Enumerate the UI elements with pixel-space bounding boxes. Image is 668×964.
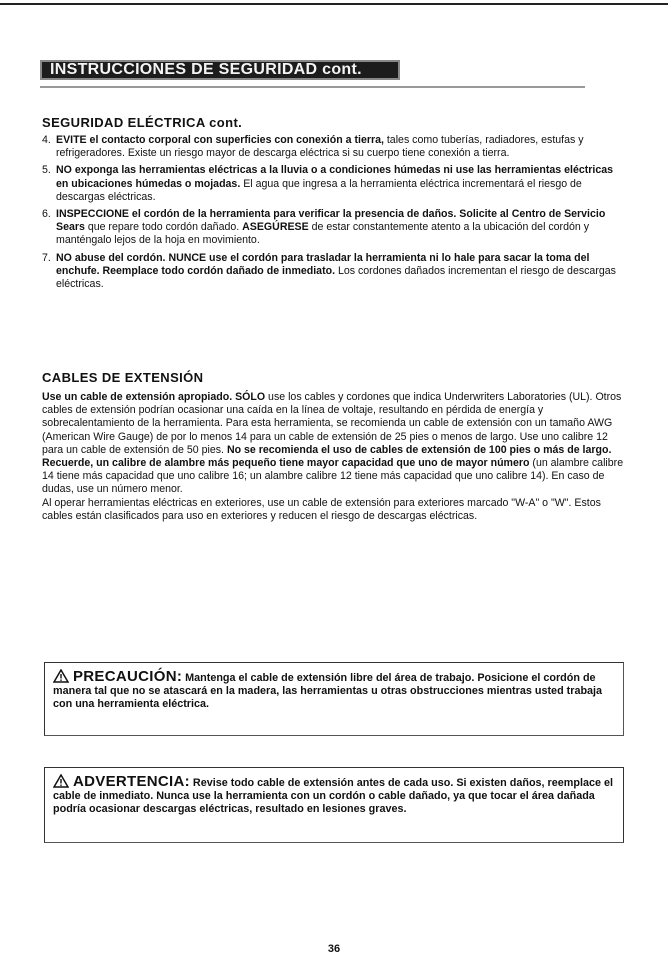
- list-item: [42, 208, 622, 248]
- electrical-safety-heading: SEGURIDAD ELÉCTRICA cont.: [42, 115, 243, 130]
- warning-text: Revise todo cable de extensión antes de cada uso. Si existen daños, reemplace el cable de inmediato. Nunca use la herramienta con un cordón o cable dañado, ya que tocar el área dañada podría ocasionar descargas eléctricas, resultado en lesiones graves.: [53, 777, 613, 815]
- item-bold-text: EVITE el contacto corporal con superficies con conexión a tierra,: [56, 134, 384, 146]
- header-underline-rule: [40, 86, 585, 88]
- section-header-bar: [40, 60, 400, 80]
- extension-text-3: Al operar herramientas eléctricas en exteriores, use un cable de extensión para exteriores marcado "W-A" o "W". Estos cables están clasificados para uso en exteriores y reducen el riesgo de descargas eléctricas.: [42, 496, 601, 522]
- extension-cords-heading: CABLES DE EXTENSIÓN: [42, 370, 204, 385]
- top-border-rule: [0, 3, 668, 5]
- item-number: 6.: [42, 208, 51, 221]
- section-header-title: INSTRUCCIONES DE SEGURIDAD cont.: [50, 61, 362, 78]
- item-plain-text: El agua que ingresa a la herramienta eléctrica incrementará el riesgo de descargas eléctricas.: [56, 177, 582, 203]
- extension-bold-1: Use un cable de extensión apropiado. SÓLO: [42, 391, 266, 403]
- item-text: [56, 164, 622, 204]
- list-item: [42, 164, 622, 204]
- list-item: [42, 134, 622, 160]
- item-text: [56, 134, 622, 160]
- page-number: 36: [327, 943, 341, 955]
- item-plain-text: Los cordones dañados incrementan el riesgo de descargas eléctricas.: [56, 264, 616, 291]
- caution-text: Mantenga el cable de extensión libre del área de trabajo. Posicione el cordón de manera tal que no se atascará en la madera, las herramientas u otras obstrucciones mientras usted trabaja con una herramienta eléctrica.: [53, 672, 603, 710]
- extension-text-2: (un alambre calibre 14 tiene más capacidad que uno calibre 16; un alambre calibre 12 tiene más capacidad que uno calibre 14). En caso de dudas, use un número menor.: [42, 457, 624, 496]
- caution-box: [44, 662, 624, 736]
- extension-bold-2: No se recomienda el uso de cables de extensión de 100 pies o más de largo. Recuerde, un calibre de alambre más pequeño tiene mayor capacidad que uno de mayor número: [42, 443, 612, 470]
- extension-cords-paragraph: [42, 391, 624, 523]
- item-number: 7.: [42, 251, 51, 264]
- item-plain-text: tales como tuberías, radiadores, estufas y refrigeradores. Existe un riesgo mayor de descarga eléctrica si su cuerpo tiene conexión a tierra.: [56, 134, 584, 160]
- warning-title: ADVERTENCIA:: [73, 773, 190, 790]
- warning-triangle-icon: [53, 669, 69, 683]
- item-bold-text: NO exponga las herramientas eléctricas a la lluvia o a condiciones húmedas ni use las herramientas eléctricas en ubicaciones húmedas o mojadas.: [56, 164, 614, 190]
- warning-box: [44, 767, 624, 843]
- caution-title: PRECAUCIÓN:: [73, 668, 183, 685]
- item-number: 4.: [42, 134, 51, 146]
- item-bold-text-2: NUNCE use el cordón para trasladar la herramienta ni lo hale para sacar la toma del enchufe. Reemplace todo cordón dañado de inmediato.: [56, 251, 590, 277]
- item-plain-text-2: de estar constantemente atento a la ubicación del cordón y manténgalo lejos de la hoja en movimiento.: [56, 221, 589, 247]
- item-number: 5.: [42, 164, 51, 177]
- extension-text-1: use los cables y cordones que indica Underwriters Laboratories (UL). Otros cables de extensión podrían ocasionar una caída en la línea de voltaje, resultando en pérdida de energía y sobrecalentamiento de la herramienta. Para esta herramienta, se recomienda un cable de extensión con un tamaño AWG (American Wire Gauge) de por lo menos 14 para un cable de extensión de 25 pies o menos de largo. Use uno calibre 12 para un cable de extensión de 50 pies.: [42, 391, 622, 456]
- electrical-safety-list: [42, 134, 622, 295]
- item-plain-text: que repare todo cordón dañado.: [84, 221, 243, 234]
- list-item: [42, 252, 622, 292]
- item-text: [56, 252, 622, 292]
- item-bold-text-2: ASEGÚRESE: [242, 221, 309, 234]
- item-bold-text: NO abuse del cordón.: [56, 251, 166, 264]
- item-text: [56, 208, 622, 248]
- warning-triangle-icon: [53, 774, 69, 788]
- item-bold-text: INSPECCIONE el cordón de la herramienta para verificar la presencia de daños. Solicite al Centro de Servicio Sears: [56, 208, 606, 234]
